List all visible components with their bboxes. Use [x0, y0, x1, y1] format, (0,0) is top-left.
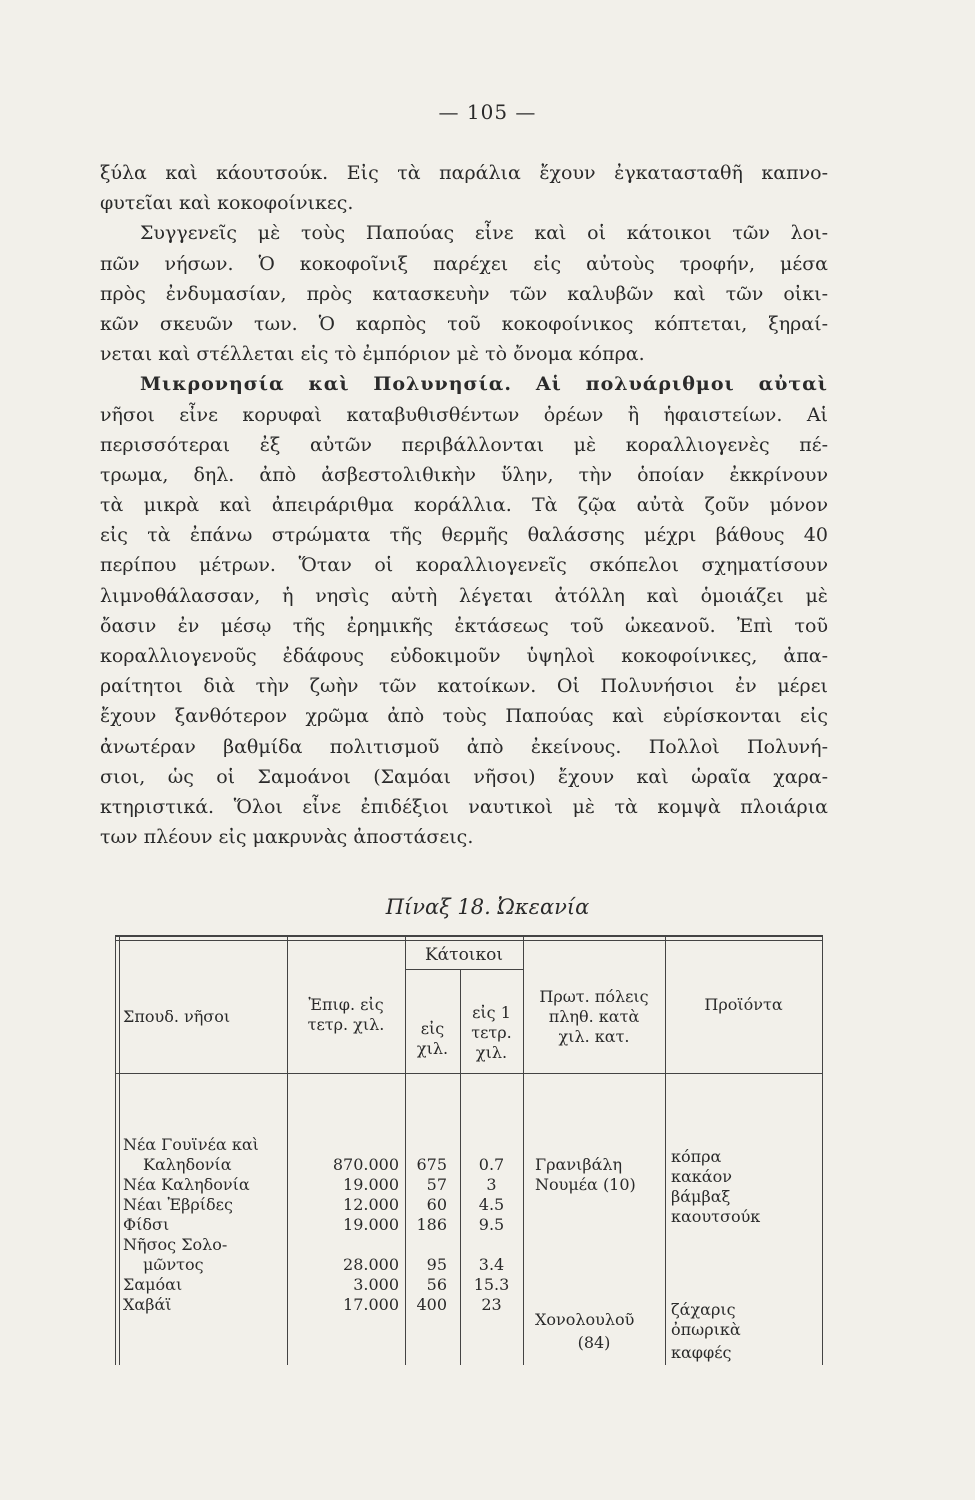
cell-density: 0.7 [478, 1155, 505, 1174]
text-line: ραίτητοι διὰ τὴν ζωὴν τῶν κατοίκων. Οἱ Πολυνήσιοι ἐν μέρει [100, 675, 828, 698]
text-line: κτηριστικά. Ὅλοι εἶνε ἐπιδέξιοι ναυτικοὶ μὲ τὰ κομψὰ πλοιάρια [100, 795, 828, 818]
cell-island: Φίδσι [123, 1215, 170, 1234]
text-line: σιοι, ὡς οἱ Σαμοάνοι (Σαμόαι νῆσοι) ἔχουν καὶ ὡραῖα χαρα- [100, 765, 828, 788]
cell-area: 19.000 [343, 1215, 399, 1234]
text-line: πῶν νήσων. Ὁ κοκοφοῖνιξ παρέχει εἰς αὐτοὺς τροφήν, μέσα [100, 252, 828, 275]
text-line: περισσότεραι ἐξ αὐτῶν περιβάλλονται μὲ κοραλλιογενὲς πέ- [100, 433, 828, 456]
col-rule [119, 935, 120, 1365]
header-bottom-rule [115, 1073, 823, 1074]
page-number: — 105 — [438, 100, 537, 124]
cell-inhabitants: 60 [426, 1195, 447, 1214]
header-capital-l1: Πρωτ. πόλεις [539, 987, 649, 1006]
text-line: τρωμα, δηλ. ἀπὸ ἀσβεστολιθικὴν ὕλην, τὴν ὁποίαν ἐκκρίνουν [100, 463, 828, 486]
cell-products: κακάον [671, 1167, 732, 1186]
cell-products: κόπρα [671, 1147, 722, 1166]
cell-density: 4.5 [478, 1195, 505, 1214]
cell-area: 870.000 [332, 1155, 399, 1174]
header-inhabitants-group: Κάτοικοι [424, 945, 503, 965]
text-line: πρὸς ἐνδυμασίαν, πρὸς κατασκευὴν τῶν καλυβῶν καὶ τῶν οἰκι- [100, 282, 828, 305]
cell-products: ζάχαρις [671, 1300, 736, 1319]
cell-area: 28.000 [343, 1255, 399, 1274]
section-heading-line: Μικρονησία καὶ Πολυνησία. Αἱ πολυάριθμοι αὐταὶ [140, 373, 828, 396]
cell-island: μῶντος [143, 1255, 204, 1274]
cell-capital-note: (84) [577, 1333, 611, 1352]
table-top-rule [115, 935, 823, 937]
cell-density: 3.4 [478, 1255, 505, 1274]
header-density-l1: εἰς 1 [472, 1003, 511, 1022]
text-line: λιμνοθάλασσαν, ἡ νησὶς αὐτὴ λέγεται ἀτόλλη καὶ ὁμοιάζει μὲ [100, 584, 828, 607]
text-line: κῶν σκευῶν των. Ὁ καρπὸς τοῦ κοκοφοίνικος κόπτεται, ξηραί- [100, 312, 828, 335]
cell-island: Νέαι Ἐβρίδες [123, 1195, 233, 1214]
cell-area: 12.000 [343, 1195, 399, 1214]
text-line: κοραλλιογενοῦς ἐδάφους εὐδοκιμοῦν ὑψηλοὶ κοκοφοίνικες, ἀπα- [100, 645, 828, 667]
text-line: τὰ μικρὰ καὶ ἀπειράριθμα κοράλλια. Τὰ ζῷα αὐτὰ ζοῦν μόνον [100, 494, 828, 517]
header-islands: Σπουδ. νῆσοι [123, 1007, 231, 1026]
cell-products-more: ὀπωρικὰ [671, 1320, 741, 1339]
header-density-l2: τετρ. [471, 1023, 512, 1042]
header-capital-l3: χιλ. κατ. [558, 1027, 630, 1046]
header-area-line1: Ἐπιφ. εἰς [308, 995, 384, 1014]
cell-density: 23 [481, 1295, 502, 1314]
data-table [115, 935, 823, 1365]
text-line: νῆσοι εἶνε κορυφαὶ καταβυθισθέντων ὀρέων ἢ ἡφαιστείων. Αἱ [100, 403, 828, 426]
table-title: Πίναξ 18. Ὠκεανία [385, 895, 590, 919]
text-line: ὄασιν ἐν μέσῳ τῆς ἐρημικῆς ἐκτάσεως τοῦ ὠκεανοῦ. Ἐπὶ τοῦ [100, 614, 828, 637]
text-line: των πλέουν εἰς μακρυνὰς ἀποστάσεις. [100, 826, 474, 849]
header-products: Προϊόντα [704, 995, 783, 1014]
header-inhabitants-l1: εἰς [420, 1019, 445, 1038]
cell-area: 3.000 [353, 1275, 399, 1294]
inhabitants-group-rule [405, 969, 523, 970]
col-rule [115, 935, 116, 1365]
cell-capital: Χονολουλοῦ [535, 1310, 635, 1329]
cell-island: Νῆσος Σολο- [123, 1235, 228, 1254]
cell-inhabitants: 186 [416, 1215, 447, 1234]
cell-products: βάμβαξ [671, 1187, 731, 1206]
text-line: εἰς τὰ ἐπάνω στρώματα τῆς θερμῆς θαλάσσης μέχρι βάθους 40 [100, 524, 828, 547]
cell-capital: Νουμέα (10) [535, 1175, 636, 1194]
cell-inhabitants: 95 [426, 1255, 447, 1274]
header-capital-l2: πληθ. κατὰ [548, 1007, 640, 1026]
cell-products-more: καφφές [671, 1343, 732, 1362]
text-line: νεται καὶ στέλλεται εἰς τὸ ἐμπόριον μὲ τὸ ὄνομα κόπρα. [100, 343, 645, 366]
cell-density: 9.5 [478, 1215, 505, 1234]
cell-area: 19.000 [343, 1175, 399, 1194]
cell-island: Νέα Γουϊνέα καὶ [123, 1135, 259, 1154]
header-inhabitants-l2: χιλ. [416, 1039, 449, 1058]
cell-island: Νέα Καληδονία [123, 1175, 250, 1194]
cell-island: Χαβάϊ [123, 1295, 172, 1314]
text-line: φυτεῖαι καὶ κοκοφοίνικες. [100, 192, 354, 215]
cell-inhabitants: 57 [426, 1175, 447, 1194]
table-top-rule-inner [115, 940, 823, 941]
cell-island: Καληδονία [143, 1155, 232, 1174]
body-text [100, 158, 828, 852]
cell-density: 3 [486, 1175, 497, 1194]
text-line: ἔχουν ξανθότερον χρῶμα ἀπὸ τοὺς Παπούας καὶ εὑρίσκονται εἰς [100, 705, 828, 728]
col-rule [822, 935, 823, 1365]
header-density-l3: χιλ. [475, 1043, 508, 1062]
cell-density: 15.3 [473, 1275, 510, 1294]
cell-products: καουτσούκ [671, 1207, 761, 1226]
cell-island: Σαμόαι [123, 1275, 183, 1294]
text-line: ἀνωτέραν βαθμίδα πολιτισμοῦ ἀπὸ ἐκείνους. Πολλοὶ Πολυνή- [100, 735, 828, 758]
text-line: περίπου μέτρων. Ὅταν οἱ κοραλλιογενεῖς σκόπελοι σχηματίσουν [100, 554, 828, 577]
cell-inhabitants: 56 [426, 1275, 447, 1294]
header-area-line2: τετρ. χιλ. [307, 1015, 385, 1034]
cell-capital: Γρανιβάλη [535, 1155, 623, 1174]
cell-inhabitants: 400 [416, 1295, 447, 1314]
cell-inhabitants: 675 [416, 1155, 447, 1174]
cell-area: 17.000 [343, 1295, 399, 1314]
text-line: ξύλα καὶ κάουτσούκ. Εἰς τὰ παράλια ἔχουν ἐγκατασταθῆ καπνο- [100, 162, 828, 184]
text-line: Συγγενεῖς μὲ τοὺς Παπούας εἶνε καὶ οἱ κάτοικοι τῶν λοι- [140, 222, 828, 245]
